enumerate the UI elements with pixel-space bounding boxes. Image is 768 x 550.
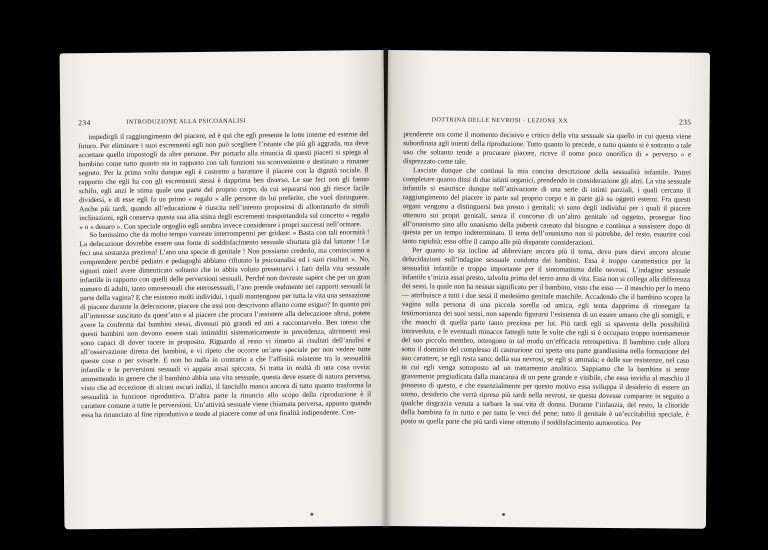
left-page bbox=[60, 50, 389, 529]
paragraph: Lasciate dunque che continui la mia concisa descrizione della sessualità infantile. Potrei completare quanto dissi di due istinti organici, prendendo in considerazione gli altri. La vita sessuale infantile si esaurisce dunque nell’attivazione di una serie di istinti parziali, i quali cercano il raggiungimento del piacere in parte sul proprio corpo e in parte già su oggetti esterni. Fra questi organi vengono a distinguersi ben presto i genitali; vi sono degli individui per i quali il piacere ottenuto sui propri genitali, senza il concorso di un’altro genitale od oggetto, prosegue fino all’onanismo sino allo onanismo della pubertà causato dal bisogno e continua a sussistere dopo di questa per un tempo indeterminato. Il tema dell’onanismo non si potrebbe, del resto, esaurire così tanto rapidità; esso offre il campo alle più disparate considerazioni. bbox=[402, 166, 692, 248]
binding-holes bbox=[64, 512, 388, 521]
open-book bbox=[62, 36, 710, 536]
binding-hole bbox=[502, 513, 505, 516]
right-page-header bbox=[406, 116, 692, 127]
binding-holes bbox=[384, 512, 706, 521]
page-number: 235 bbox=[678, 117, 692, 127]
right-page-body bbox=[401, 130, 692, 428]
right-page bbox=[384, 50, 710, 529]
paragraph: impedirgli il raggiungimento del piacere, ed è qui che egli presente le lotte interne ed esterne del futuro. Per eliminare i suoi escrementi egli non può scegliere l’istante che più gli aggrada, ma deve accettare quello impostogli da altre persone. Per portarlo alla rinuncia di questi piaceri si spiega al bambino come tutto quanto sta in rapporto con tali funzioni sia sconveniente e destinato a rimaner segreto. Per la prima volta dunque egli è costretto a barattare il piacere con la dignità sociale. Il rapporto che egli ha con gli escrementi stessi è dapprima ben diverso. Le sue feci non gli fanno schifo, egli anzi le stima quale una parte del proprio corpo, da cui separarsi non gli riesce facile dividersi, e di esse egli fa un primo « regalo » alle persone da lui preferite, che vuol distinguere. Anche più tardi, quando all’educazione è riuscita nell’intento propostosi di allontanarlo da simili inclinazioni, egli conserva questa sua alta stima degli escrementi trasportandola sul concetto « regalo » o « denaro ». Con speciale orgoglio egli sembra invece considerare i propri successi nell’orinare. bbox=[78, 130, 370, 231]
paragraph: So benissimo che da molto tempo vorreste interrompermi per gridare: « Basta con tali enormità ! La defecazione dovrebbe essere una fonte di soddisfacimento sessuale sfruttata già dal lattante ! Le feci una sostanza preziosa! L’ano una specie di genitale ! Non possiamo crederlo, ma cominciamo a comprendere perché pediatri e pedagoghi abbiano rifiutato la psicoanalisi ed i suoi risultati ». No, signori miei! avete dimenticato soltanto che io abbia voluto presentarvi i fatti della vita sessuale infantile in rapporto con quelli delle perversioni sessuali. Perché non dovreste sapere che per un gran numero di adulti, tanto omosessuali che eterosessuali, l’ano prende realmente nei rapporti sessuali la parte della vagina? E che esistono molti individui, i quali mantengono per tutta la vita una sensazione di piacere durante la defecazione, piacere che essi non descrivono affatto come esiguo? In quanto poi all’interesse suscitato da quest’atto e al piacere che procura l’assistere alla defecazione altrui, potete avere la conferma dai bambini stessi, divenuti più grandi ed atti a raccontarvelo. Ben inteso che questi bambini non devono essere stati intimiditi sistematicamente in precedenza, altrimenti essi sono capaci di dover tacere in proposito. Riguardo al resto vi rimetto ai risultati dell’analisi e all’osservazione diretta dei bambini, e vi ripeto che occorre un’arte speciale per non vedere tutte queste cose o per svisarle. E non ho nulla in contrario a che l’affinità esistente tra la sessualità infantile e le perversioni sessuali vi appaia assai spiccata. Si tratta in realtà di una cosa ovvia: ammettendo in genere che il bambino abbia una vita sessuale, questa deve essere di natura perversa, visto che ad eccezione di alcuni oscuri indizi, il fanciullo manca ancora di tutto quanto trasforma la sessualità in funzione riproduttiva. D’altra parte la rinuncia allo scopo della riproduzione è il carattere comune a tutte le perversioni. Un’attività sessuale viene chiamata perversa, appunto quando essa ha rinunciato al fine riproduttivo e tende al piacere come ad una finalità indipendente. Con- bbox=[79, 228, 372, 419]
left-page-header bbox=[78, 116, 366, 128]
binding-hole bbox=[310, 513, 313, 516]
paragraph: Per quanto io sia incline ad abbreviare ancora più il tema, devo pure darvi ancora alcune delucidazioni sull’indagine sessuale condotta dai bambini. Essa è troppo caratteristica per la sessualità infantile e troppo importante per il sintomatismo delle nevrosi. L’indagine sessuale infantile s’inizia assai presto, talvolta prima del terzo anno di vita. Essa non si collega alla differenza dei sessi, la quale non ha nessun significato per il bambino, visto che esso — il maschio per lo meno — attribuisce a tutti i due sessi il medesimo genitale maschile. Accadendo che il bambino scopra la vagina sulla persona di una piccola sorella od amica, egli tenta dapprima di rinnegare la testimonianza dei suoi sensi, non sapendo figurarsi l’esistenza di un essere umano che gli somigli, e che manchi di quella parte tanto preziosa per lui. Più tardi egli si spaventa della possibilità intraveduta, e le eventuali minacce fattegli tutte le volte che egli si è occupato troppo intensamente del suo piccolo membro, ottengono in tal modo un’efficacia retrospettiva. Il bambino cade allora sotto il dominio del complesso di castrazione cui spetta una parte grandissima nella formazione del suo carattere, se egli resta sano; della sua nevrosi, se egli si ammala; e delle sue resistenze, nel caso in cui egli venga sottoposto ad un trattamento analitico. Sappiamo che la bambina si sente gravemente pregiudicata dalla mancanza di un pene grande e visibile, che essa invidia al maschio il possesso di questo, e che essenzialmente per questo motivo essa sviluppa il desiderio di essere un uomo, desiderio che verrà ripreso più tardi nella nevrosi, se questa dovesse comparire in seguito a qualche disgrazia venuta a turbare la sua vita di donna. Durante l’infanzia, del resto, la clitoride della bambina fa in tutto e per tutto le veci del pene; tutto il genitale è un’eccitabilità speciale, è posto su quella parte che più tardi viene ottenuto il soddisfacimento autoerotico. Per bbox=[400, 246, 691, 427]
running-head: INTRODUZIONE ALLA PSICOANALISI bbox=[126, 117, 246, 126]
running-head: DOTTRINA DELLE NEVROSI · LEZIONE XX bbox=[431, 116, 569, 125]
paragraph: prenderete ora come il momento decisivo e critico della vita sessuale sia quello in cui questa viene subordinata agli intenti della riproduzione. Tutto quanto lo precede, e tutto quanto si è sottratto a tale uso che soltanto tende a procurare piacere, riceve il nome poco onorifico di « perverso » e disprezzato come tale. bbox=[403, 130, 692, 166]
page-number: 234 bbox=[78, 118, 91, 128]
left-page-body bbox=[78, 130, 371, 420]
